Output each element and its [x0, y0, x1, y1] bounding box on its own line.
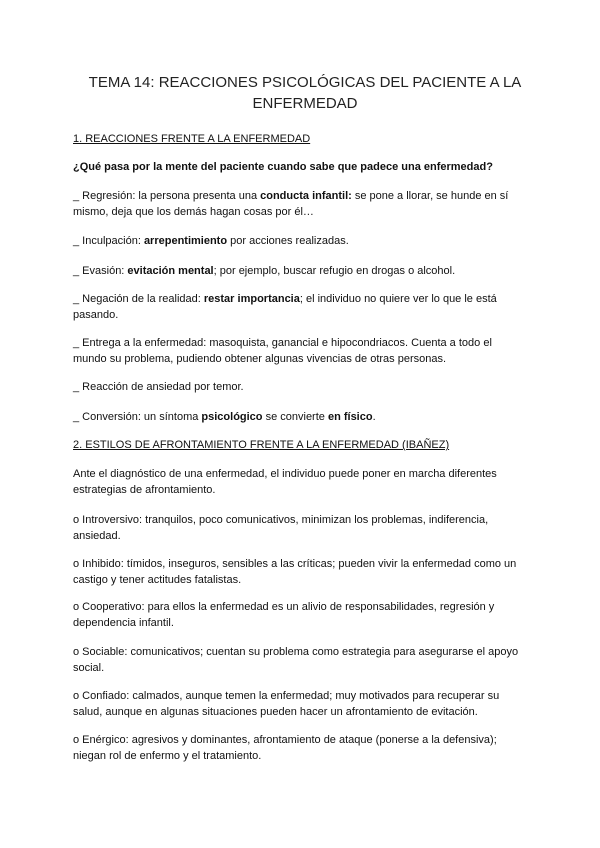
- reaction-regresion: _ Regresión: la persona presenta una conducta infantil: se pone a llorar, se hunde en sí mismo, deja que los demás hagan cosas por él…: [73, 190, 509, 218]
- section-1-question: ¿Qué pasa por la mente del paciente cuando sabe que padece una enfermedad?: [73, 161, 493, 173]
- reaction-negacion: _ Negación de la realidad: restar importancia; el individuo no quiere ver lo que le está pasando.: [73, 293, 497, 321]
- section-2-intro: Ante el diagnóstico de una enfermedad, el individuo puede poner en marcha diferentes estrategias de afrontamiento.: [73, 468, 497, 496]
- style-cooperativo: o Cooperativo: para ellos la enfermedad es un alivio de responsabilidades, regresión y dependencia infantil.: [73, 601, 495, 629]
- reaction-evasion: _ Evasión: evitación mental; por ejemplo, buscar refugio en drogas o alcohol.: [73, 265, 456, 277]
- reaction-conversion: _ Conversión: un síntoma psicológico se convierte en físico.: [73, 411, 376, 423]
- section-2-heading: 2. ESTILOS DE AFRONTAMIENTO FRENTE A LA ENFERMEDAD (IBAÑEZ): [73, 439, 450, 451]
- reaction-inculpacion: _ Inculpación: arrepentimiento por acciones realizadas.: [73, 235, 349, 247]
- title-line-2: ENFERMEDAD: [252, 95, 358, 112]
- style-confiado: o Confiado: calmados, aunque temen la enfermedad; muy motivados para recuperar su salud, aunque en algunas situaciones pueden hacer un afrontamiento de evitación.: [73, 690, 500, 718]
- style-sociable: o Sociable: comunicativos; cuentan su problema como estrategia para asegurarse el apoyo social.: [73, 646, 519, 674]
- title-line-1: TEMA 14: REACCIONES PSICOLÓGICAS DEL PACIENTE A LA: [88, 74, 522, 91]
- reaction-ansiedad: _ Reacción de ansiedad por temor.: [73, 381, 244, 393]
- style-energico: o Enérgico: agresivos y dominantes, afrontamiento de ataque (ponerse a la defensiva); niegan rol de enfermo y el tratamiento.: [73, 734, 497, 762]
- style-inhibido: o Inhibido: tímidos, inseguros, sensibles a las críticas; pueden vivir la enfermedad como un castigo y tener actitudes fatalistas.: [73, 558, 517, 586]
- style-introversivo: o Introversivo: tranquilos, poco comunicativos, minimizan los problemas, indiferencia, ansiedad.: [73, 514, 489, 542]
- section-1-heading: 1. REACCIONES FRENTE A LA ENFERMEDAD: [73, 133, 311, 145]
- reaction-entrega: _ Entrega a la enfermedad: masoquista, ganancial e hipocondriacos. Cuenta a todo el mundo su problema, pudiendo obtener algunas vivencias de otras personas.: [73, 337, 492, 365]
- page-title: [70, 72, 540, 114]
